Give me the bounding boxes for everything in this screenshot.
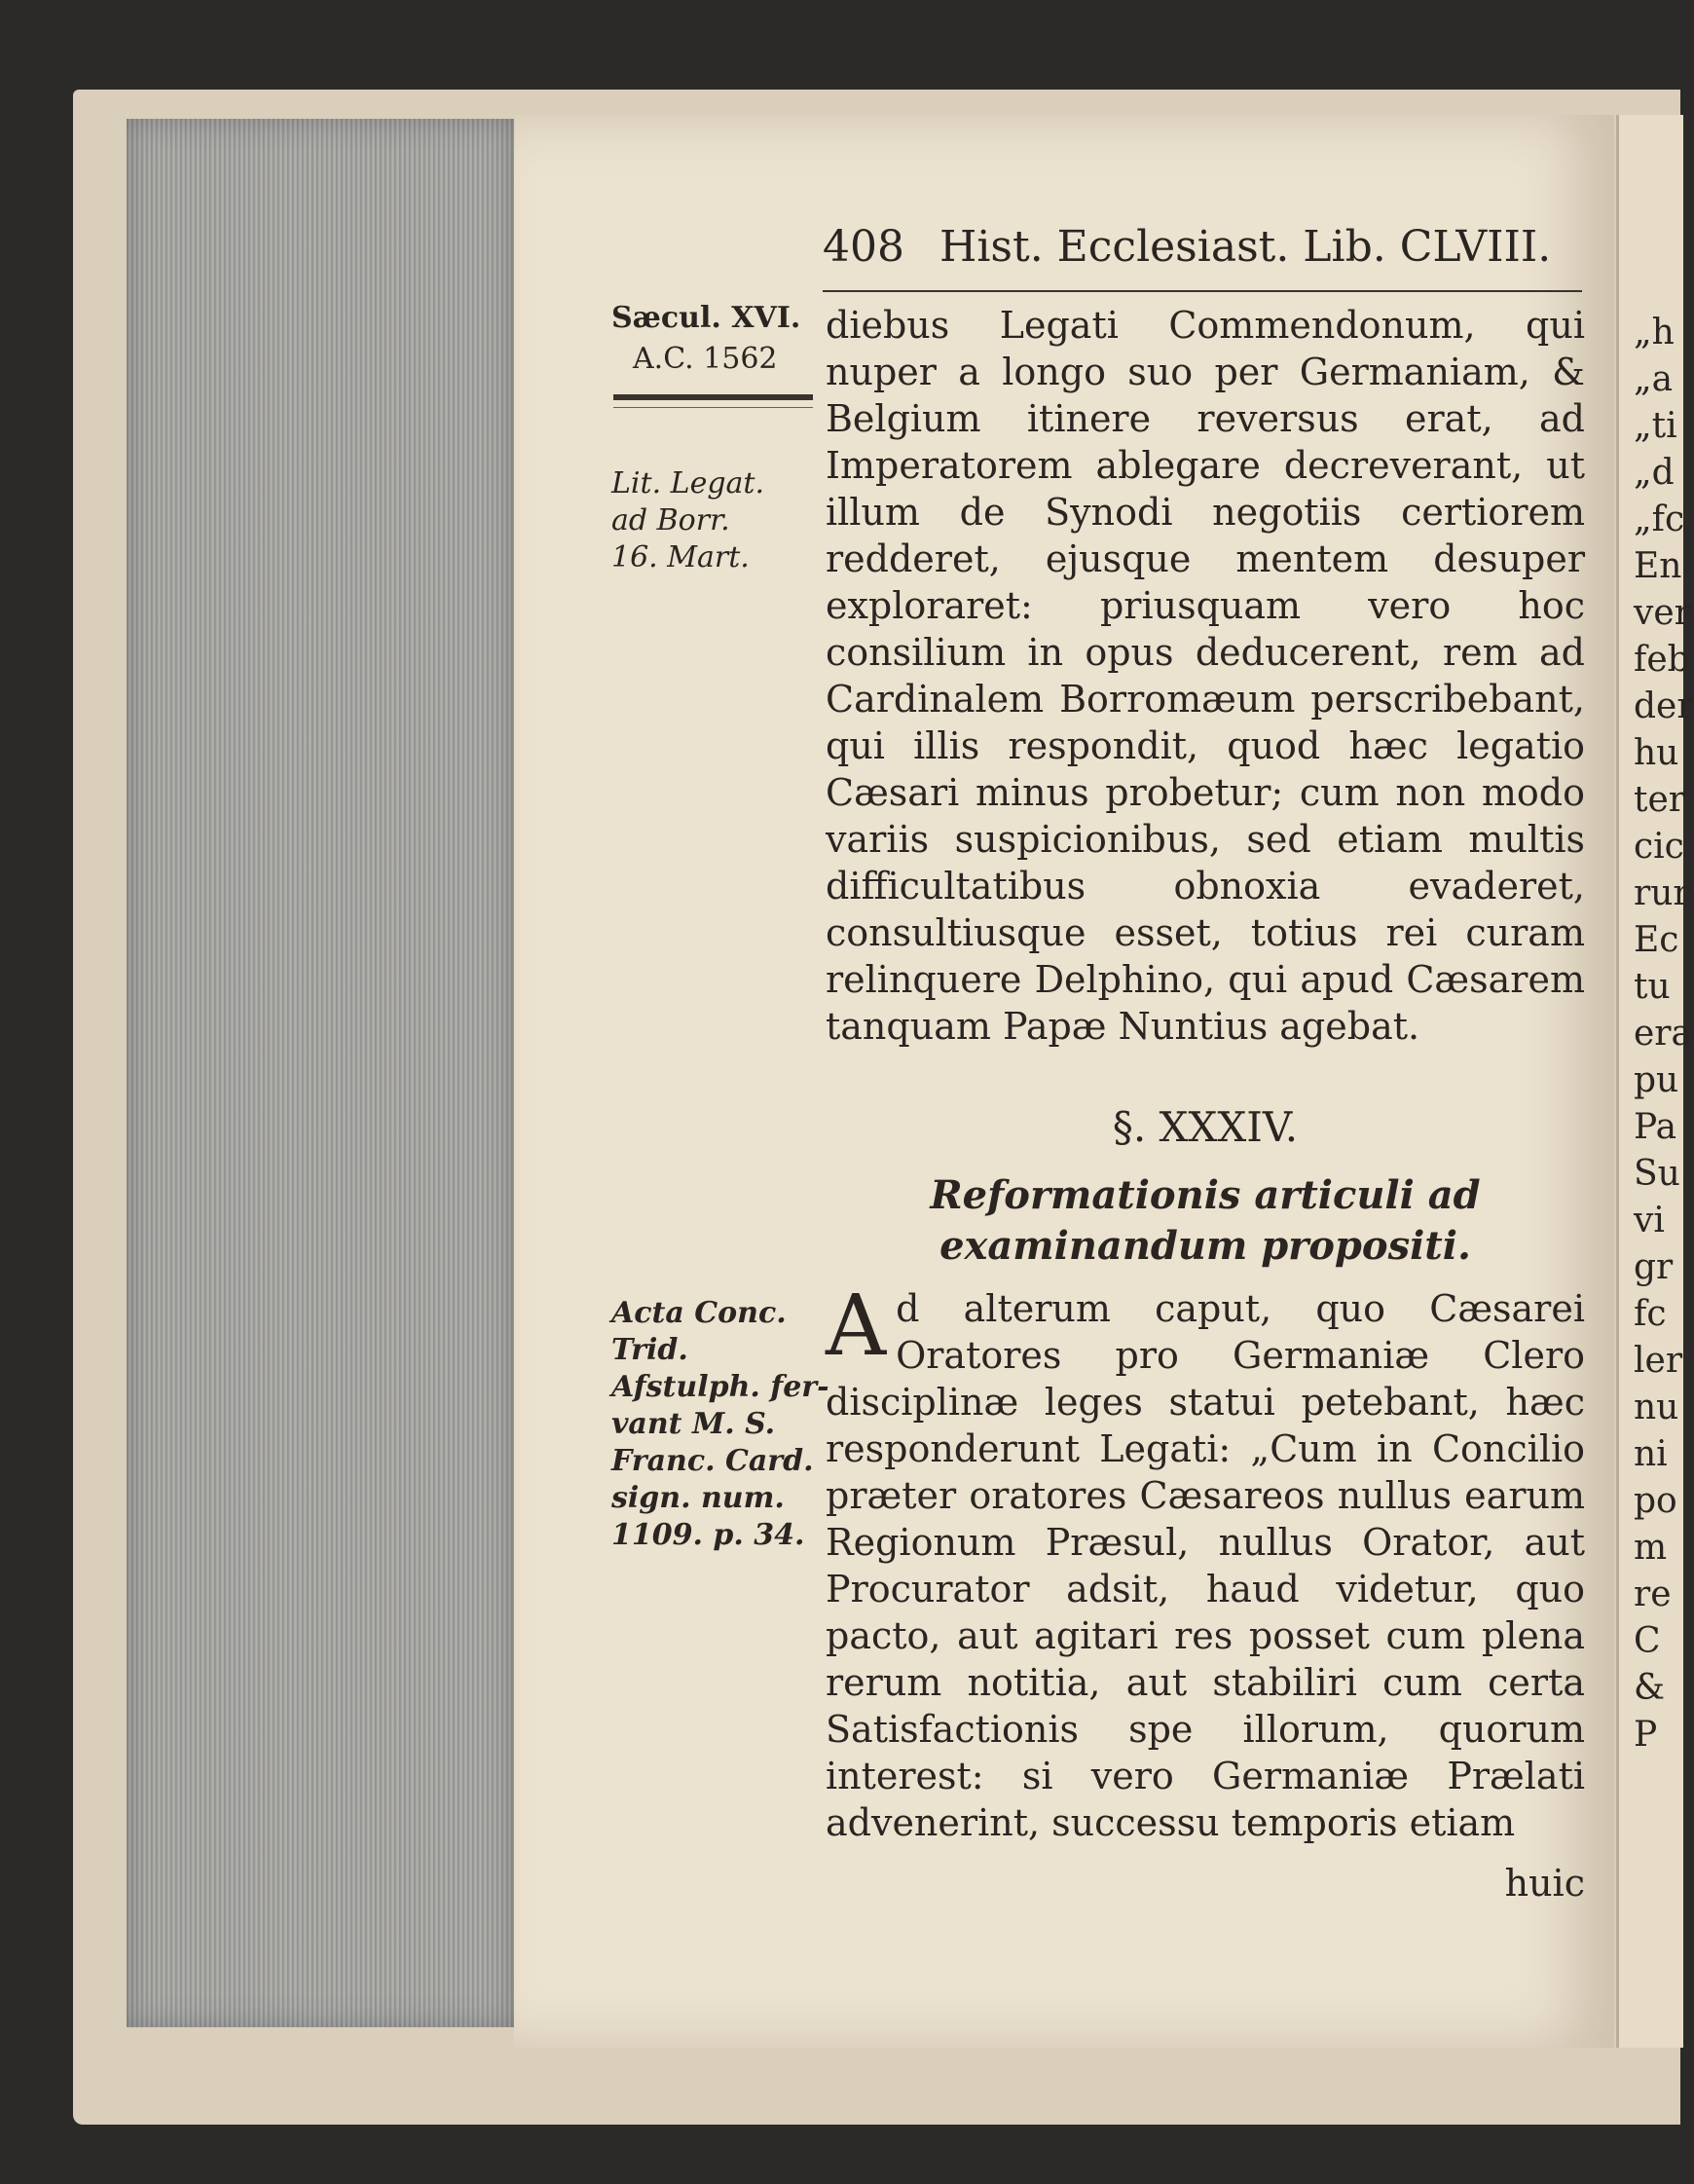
page-edges xyxy=(127,119,514,2027)
facing-line: C xyxy=(1634,1621,1661,1661)
facing-line: tu xyxy=(1634,967,1671,1007)
facing-page-text xyxy=(1634,310,1694,1758)
margin-era: Sæcul. XVI. xyxy=(611,301,801,335)
facing-line: re xyxy=(1634,1574,1672,1614)
margin-note-line: 1109. p. 34. xyxy=(611,1518,805,1552)
running-header xyxy=(823,222,1582,280)
drop-cap: A xyxy=(826,1277,887,1375)
header-rule xyxy=(823,290,1582,292)
margin-rule xyxy=(613,394,813,400)
margin-rule-thin xyxy=(613,407,813,408)
section-heading: Reformationis articuli ad examinandum propositi. xyxy=(930,1172,1481,1269)
facing-line: ter xyxy=(1634,780,1685,820)
facing-line: cic xyxy=(1634,827,1684,867)
facing-line: „d xyxy=(1634,453,1675,493)
margin-note-line: ad Borr. xyxy=(611,503,730,537)
facing-line: ver xyxy=(1634,593,1691,633)
margin-note-line: Acta Conc. xyxy=(611,1296,787,1330)
facing-line: „h xyxy=(1634,313,1675,352)
facing-line: „ti xyxy=(1634,406,1677,446)
paragraph-2-text: d alterum caput, quo Cæsarei Oratores pro Germaniæ Clero disciplinæ leges statui petebant, hæc responderunt Legati: „Cum in Concilio præter oratores Cæsareos nullus earum Regionum Præsul, nullus Orator, aut Procurator adsit, haud videtur, quo pacto, aut agitari res posset cum plena rerum notitia, aut stabiliri cum certa Satisfactionis spe illorum, quorum interest: si vero Germaniæ Prælati advenerint, successu temporis etiam xyxy=(826,1287,1585,1844)
margin-note-line: 16. Mart. xyxy=(611,540,750,574)
facing-line: nu xyxy=(1634,1388,1679,1427)
facing-line: „a xyxy=(1634,359,1674,399)
facing-line: der xyxy=(1634,686,1694,726)
running-title: Hist. Ecclesiast. Lib. CLVIII. xyxy=(939,222,1552,272)
facing-line: P xyxy=(1634,1715,1658,1755)
facing-line: Ec xyxy=(1634,920,1679,960)
facing-line: & xyxy=(1634,1668,1666,1708)
facing-line: po xyxy=(1634,1481,1677,1521)
facing-line: feb xyxy=(1634,640,1690,680)
margin-note-line: Afstulph. fer- xyxy=(611,1370,829,1404)
facing-line: ler xyxy=(1634,1341,1683,1381)
facing-line: era xyxy=(1634,1014,1692,1054)
facing-line: rur xyxy=(1634,873,1690,913)
facing-line: hu xyxy=(1634,733,1679,773)
margin-note-letters xyxy=(611,465,816,576)
facing-line: m xyxy=(1634,1528,1668,1568)
margin-note-line: Lit. Legat. xyxy=(611,466,765,500)
facing-line: ni xyxy=(1634,1434,1668,1474)
facing-line: fc xyxy=(1634,1294,1667,1334)
facing-line: gr xyxy=(1634,1247,1674,1287)
margin-year: A.C. 1562 xyxy=(633,342,778,376)
section-number: §. XXXIV. xyxy=(1112,1103,1299,1151)
margin-note-acta xyxy=(611,1295,829,1554)
paragraph-1: diebus Legati Commendonum, qui nuper a longo suo per Germaniam, & Belgium itinere reversus erat, ad Imperatorem ablegare decreverant, ut illum de Synodi negotiis certiorem redderet, ejusque mentem desuper exploraret: priusquam vero hoc consilium in opus deducerent, rem ad Cardinalem Borromæum perscribebant, qui illis respondit, quod hæc legatio Cæsari minus probetur; cum non modo variis suspicionibus, sed etiam multis difficultatibus obnoxia evaderet, consultiusque esset, totius rei curam relinquere Delphino, qui apud Cæsarem tanquam Papæ Nuntius agebat. xyxy=(826,304,1585,1048)
catchword: huic xyxy=(1504,1862,1585,1905)
facing-line: pu xyxy=(1634,1060,1679,1100)
margin-note-line: vant M. S. xyxy=(611,1407,776,1441)
paragraph-2 xyxy=(826,1277,1585,1846)
page-number: 408 xyxy=(823,222,904,272)
margin-note-line: Trid. xyxy=(611,1333,688,1367)
facing-line: En xyxy=(1634,546,1682,586)
facing-line: vi xyxy=(1634,1201,1665,1240)
facing-line: Su xyxy=(1634,1154,1680,1194)
facing-line: „fc xyxy=(1634,500,1685,539)
margin-note-line: sign. num. xyxy=(611,1481,785,1515)
margin-note-line: Franc. Card. xyxy=(611,1444,814,1478)
facing-line: Pa xyxy=(1634,1107,1677,1147)
